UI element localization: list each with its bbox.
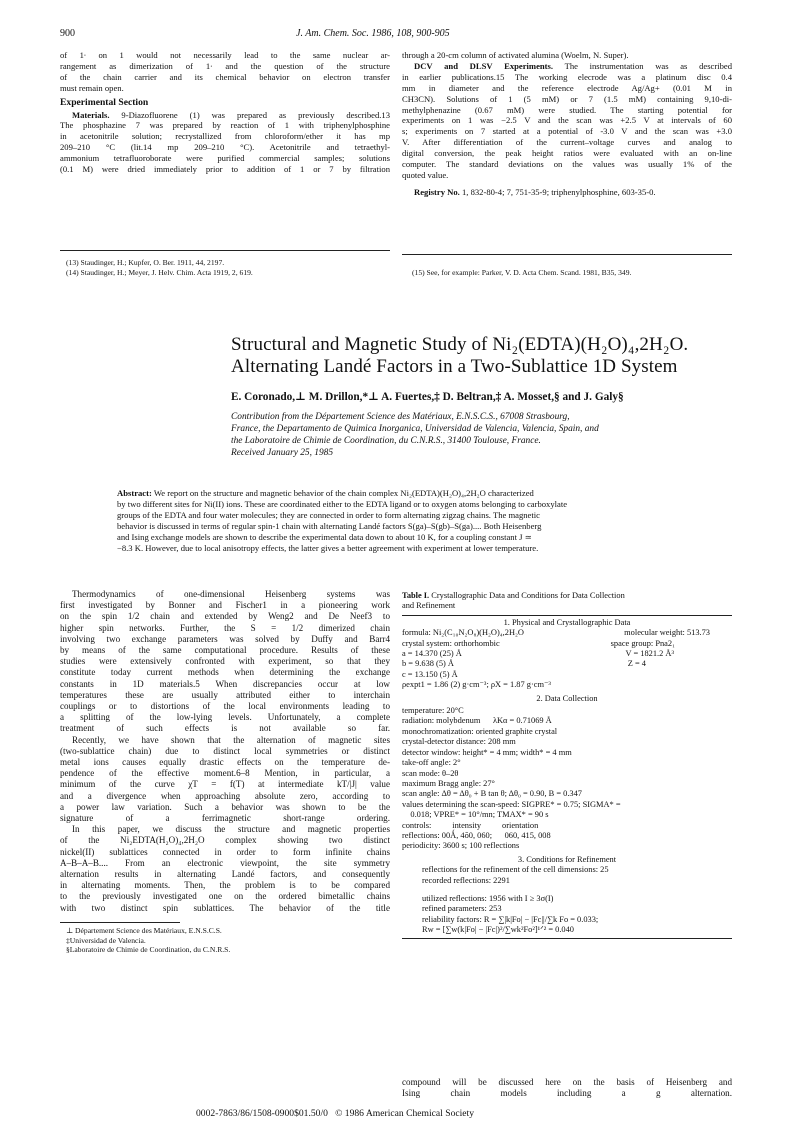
text-line: methylphenazine (0.67 mM) were studied. The starting potential for xyxy=(402,104,732,115)
text-line: A–B–A–B.... From an electronic viewpoint, the site symmetry xyxy=(60,857,390,868)
text-line: on the spin 1/2 chain and extended by Weng2 and De Neef3 to xyxy=(60,611,390,622)
text-line: a power law variation. Such a behavior was shown to be the xyxy=(60,801,390,812)
page-number: 900 xyxy=(60,28,75,39)
text-line: s; experiments on 7 started at a potential of -3.0 V and the scan was +3.0 xyxy=(402,126,732,137)
body-left-column xyxy=(60,589,390,914)
table-line: controls: intensity orientation xyxy=(402,820,539,830)
table-line: scan mode: θ–2θ xyxy=(402,768,459,778)
table-line: scan angle: Δθ = Δθ₀ + B tan θ; Δθ₀ = 0.90, B = 0.347 xyxy=(402,789,582,799)
text-line: in acetonitrile solution; recrystallized from chloroform/ether it has mp xyxy=(60,131,390,142)
table-line: monochromatization: oriented graphite crystal xyxy=(402,726,558,736)
text-line: The phosphazine 7 was prepared by reaction of 1 with triphenylphosphine xyxy=(60,120,390,131)
abstract-label: Abstract: xyxy=(117,488,152,498)
dcv-heading-line: DCV and DLSV Experiments. The instrumentation was as described xyxy=(414,60,733,71)
ref-13: (13) Staudinger, H.; Kupfer, O. Ber. 1911, 44, 2197. xyxy=(66,258,225,267)
text-line: ammonium tetrafluoroborate were purified commercial samples; solutions xyxy=(60,153,390,164)
footnote-divider-left xyxy=(60,250,390,251)
table-section-3: 3. Conditions for Refinement xyxy=(517,854,617,864)
abstract: Abstract: We report on the structure and magnetic behavior of the chain complex Ni₂(EDTA)(H₂O)₄,2H₂O characterized by two different sites for Ni(II) ions. These are coordinated either to the EDTA ligand or to oxygen atoms belonging to carboxylate groups of the EDTA and four water molecules; they are connected in order to form alternating zigzag chains. The magnetic behavior is discussed in terms of regular spin-1 chain with alternating Landé factors S(ga)–S(gb)–S(ga).... Both Heisenberg and Ising exchange models are shown to describe the experimental data down to about 10 K, for a coupling constant J ≃ −8.3 K. However, due to local anisotropy effects, the latter gives a better agreement with experiment at lower temperature. xyxy=(117,488,568,553)
text-line: by means of the same computational procedure. Results of these xyxy=(60,645,390,656)
text-line: digital conversion, the peak height ratios were evaluated with an on-line xyxy=(402,148,732,159)
text-line: with two distinct spin sublattices. The behavior of the title xyxy=(60,902,390,913)
table-line: take-off angle: 2° xyxy=(402,758,461,768)
article-title-line2: Alternating Landé Factors in a Two-Sublattice 1D System xyxy=(231,356,678,377)
text-line: Recently, we have shown that the alternation of magnetic sites xyxy=(72,734,390,745)
copyright-footer: 0002-7863/86/1508-0900$01.50/0 © 1986 American Chemical Society xyxy=(196,1108,475,1119)
text-line: (two-sublattice chain) due to distinct local symmetries or distinct xyxy=(60,745,390,756)
text-line: metal ions causes equally drastic effects on the temperature de- xyxy=(60,757,390,768)
text-line: first investigated by Bonner and Fischer1 in a pioneering work xyxy=(60,600,390,611)
table-line: values determining the scan-speed: SIGPRE* = 0.75; SIGMA* = xyxy=(402,799,621,809)
article-title-line1: Structural and Magnetic Study of Ni₂(EDTA)(H₂O)₄,2H₂O. xyxy=(231,334,689,355)
text-line: quoted value. xyxy=(402,169,449,180)
table-section-1: 1. Physical and Crystallographic Data xyxy=(503,617,631,627)
text-line: mm in diameter and the reference electrode Ag/Ag+ (0.01 M in xyxy=(402,82,732,93)
text-line: of 1∙ on 1 would not necessarily lead to the same nuclear ar- xyxy=(60,50,390,60)
experimental-heading: Experimental Section xyxy=(60,96,149,108)
text-line: In this paper, we discuss the structure and magnetic properties xyxy=(72,824,390,835)
text-line: 209–210 °C (lit.14 mp 209–210 °C). Acetonitrile and tetraethyl- xyxy=(60,142,390,153)
authors: E. Coronado,⊥ M. Drillon,*⊥ A. Fuertes,‡ D. Beltran,‡ A. Mosset,§ and J. Galy§ xyxy=(231,391,624,403)
table-top-rule xyxy=(402,615,732,616)
table-line: maximum Bragg angle: 27° xyxy=(402,778,495,788)
table-bottom-rule xyxy=(402,938,732,939)
text-line: and a divergence when approaching absolute zero, according to xyxy=(60,790,390,801)
text-line: temperatures these are usually attributed either to interchain xyxy=(60,689,390,700)
text-line: higher spin networks. Further, the S = 1/2 dimerized chain xyxy=(60,622,390,633)
prev-article-right xyxy=(402,50,732,198)
table-line: radiation: molybdenum λKα = 0.71069 Å xyxy=(402,716,552,726)
ref-14: (14) Staudinger, H.; Meyer, J. Helv. Chim. Acta 1919, 2, 619. xyxy=(66,267,253,277)
journal-header: J. Am. Chem. Soc. 1986, 108, 900-905 xyxy=(296,28,450,39)
text-line: through a 20-cm column of activated alumina (Woelm, N. Super). xyxy=(402,50,629,60)
text-line: pendence of the effective moment.6–8 Mention, in particular, a xyxy=(60,768,390,779)
text-line: signature of a ferrimagnetic short-range ordering. xyxy=(60,813,390,824)
contribution: Contribution from the Département Science des Matériaux, E.N.S.C.S., 67008 Strasbourg, France, the Departamento de Quimica Inorganica, Universidad de Valencia, Valencia, Spain, and the Laboratoire de Chimie de Coordination, du C.N.R.S., 31400 Toulouse, France. Received January 25, 1985 xyxy=(231,412,599,458)
text-line: Thermodynamics of one-dimensional Heisenberg systems was xyxy=(72,589,390,599)
text-line: constants in 1D materials.5 When discrepancies occur at low xyxy=(60,678,390,689)
table-1: Table I. Crystallographic Data and Conditions for Data Collection and Refinement 1. Physical and Crystallographic Data formula: Ni₂(C₁₀N₂O₈)(H₂O)₄,2H₂O molecular weight: 513.73 crystal system: orthorhombic space group: Pna2₁ a = 14.370 (25) Å V = 1821.2 Å³ b = 9.638 (5) Å Z = 4 c = 13.150 (5) Å ρexpt1 = 1.86 (2) g·cm⁻³; ρX = 1.87 g·cm⁻³ 2. Data Collection temperature: 20°C radiation: molybdenum λKα = 0.71069 Å monochromatization: oriented graphite crystal crystal-detector distance: 208 mm detector window: height* = 4 mm; width* = 4 mm take-off angle: 2° scan mode: θ–2θ maximum Bragg angle: 27° scan angle: Δθ = Δθ₀ + B tan θ; Δθ₀ = 0.90, B = 0.347 values determining the scan-speed: SIGPRE* = 0.75; SIGMA* = 0.018; VPRE* = 10°/mn; TMAX* = 90 s controls: intensity orientation reflections: 00Ǻ, 4ō0, 060; 060, 415, 008 periodicity: 3600 s; 100 reflections 3. Conditions for Refinement reflections for the refinement of the cell dimensions: 25 recorded reflections: 2291 utilized reflections: 1956 with I ≥ 3σ(I) refined parameters: 253 reliability factors: R = ∑|k|Fo| − |Fc||/∑k Fo = 0.033; Rw = [∑w(k|Fo| − |Fc|)²/∑wk²Fo²]¹ᐟ² = 0.040 xyxy=(402,591,732,939)
text-line: involving two exchange parameters was solved by Duffy and Barr4 xyxy=(60,633,390,644)
after-table-text: compound will be discussed here on the basis of Heisenberg and Ising chain models including a g alternation. xyxy=(402,1077,732,1099)
table-caption: Table I. Crystallographic Data and Conditions for Data Collection xyxy=(402,591,625,600)
text-line: constitute today current methods when determining the exchange xyxy=(60,667,390,678)
text-line: in earlier publications.15 The working elecrode was a platinum disc 0.4 xyxy=(402,71,732,82)
text-line: V. After differentiation of the current–voltage curves and analog to xyxy=(402,137,732,148)
text-line: of the chain carrier and its chemical behavior on electron transfer xyxy=(60,71,390,82)
text-line: of the Ni₂EDTA(H₂O)₄,2H₂O complex showing two distinct xyxy=(60,835,390,846)
text-line: studies were extensively confronted with experiment, so that they xyxy=(60,656,390,667)
affiliation-footnotes: ⊥ Département Science des Matériaux, E.N.S.C.S. ‡Universidad de Valencia. §Laboratoire de Chimie de Coordination, du C.N.R.S. xyxy=(66,926,231,955)
ref-15: (15) See, for example: Parker, V. D. Acta Chem. Scand. 1981, B35, 349. xyxy=(412,268,632,277)
text-line: treatment of such effects is not available so far. xyxy=(60,723,390,734)
table-section-2: 2. Data Collection xyxy=(536,693,598,703)
table-line: detector window: height* = 4 mm; width* = 4 mm xyxy=(402,747,572,757)
registry-line: Registry No. 1, 832-80-4; 7, 751-35-9; triphenylphosphine, 603-35-0. xyxy=(414,186,656,197)
text-line: rangement as dimerization of 1∙ and the question of the structure xyxy=(60,60,390,71)
text-line: couplings or to distortions of the local environments leading to xyxy=(60,701,390,712)
refs-left xyxy=(66,258,253,277)
text-line: to the previously investigated one on the ordered bimetallic chains xyxy=(60,891,390,902)
table-line: periodicity: 3600 s; 100 reflections xyxy=(402,841,520,851)
text-line: nickel(II) sublattices connected in order to form infinite chains xyxy=(60,846,390,857)
text-line: experiments on 1 was −2.5 V and the scan was +2.5 V at intervals of 60 xyxy=(402,115,732,126)
text-line: minimum of the curve χT = f(T) at intermediate kT/|J| value xyxy=(60,779,390,790)
text-line: CH3CN). Solutions of 1 (5 mM) or 7 (1.5 mM) containing 9,10-di- xyxy=(402,93,732,104)
text-line: computer. The standard deviations on the values was usually 1% of the xyxy=(402,159,732,170)
materials-first-line: Materials. 9-Diazofluorene (1) was prepared as previously described.13 xyxy=(72,109,390,120)
table-line: 0.018; VPRE* = 10°/mn; TMAX* = 90 s xyxy=(402,810,549,820)
text-line: alternation results in alternating Landé factors, and consequently xyxy=(60,869,390,880)
received-date: Received January 25, 1985 xyxy=(231,448,334,458)
text-line: (0.1 M) were dried immediately prior to addition of 1 or 7 by filtration xyxy=(60,164,390,175)
table-line: reflections: 00Ǻ, 4ō0, 060; 060, 415, 008 xyxy=(402,830,551,840)
table-line: crystal-detector distance: 208 mm xyxy=(402,737,516,747)
text-line: a splitting of the low-lying levels. Unfortunately, a complete xyxy=(60,712,390,723)
table-line: temperature: 20°C xyxy=(402,706,464,716)
text-line: in alternating moments. Then, the problem is to be compared xyxy=(60,880,390,891)
footnote-divider-right xyxy=(402,254,732,255)
prev-article-left xyxy=(60,50,390,175)
footnote-divider xyxy=(60,922,180,923)
text-line: must remain open. xyxy=(60,82,124,93)
